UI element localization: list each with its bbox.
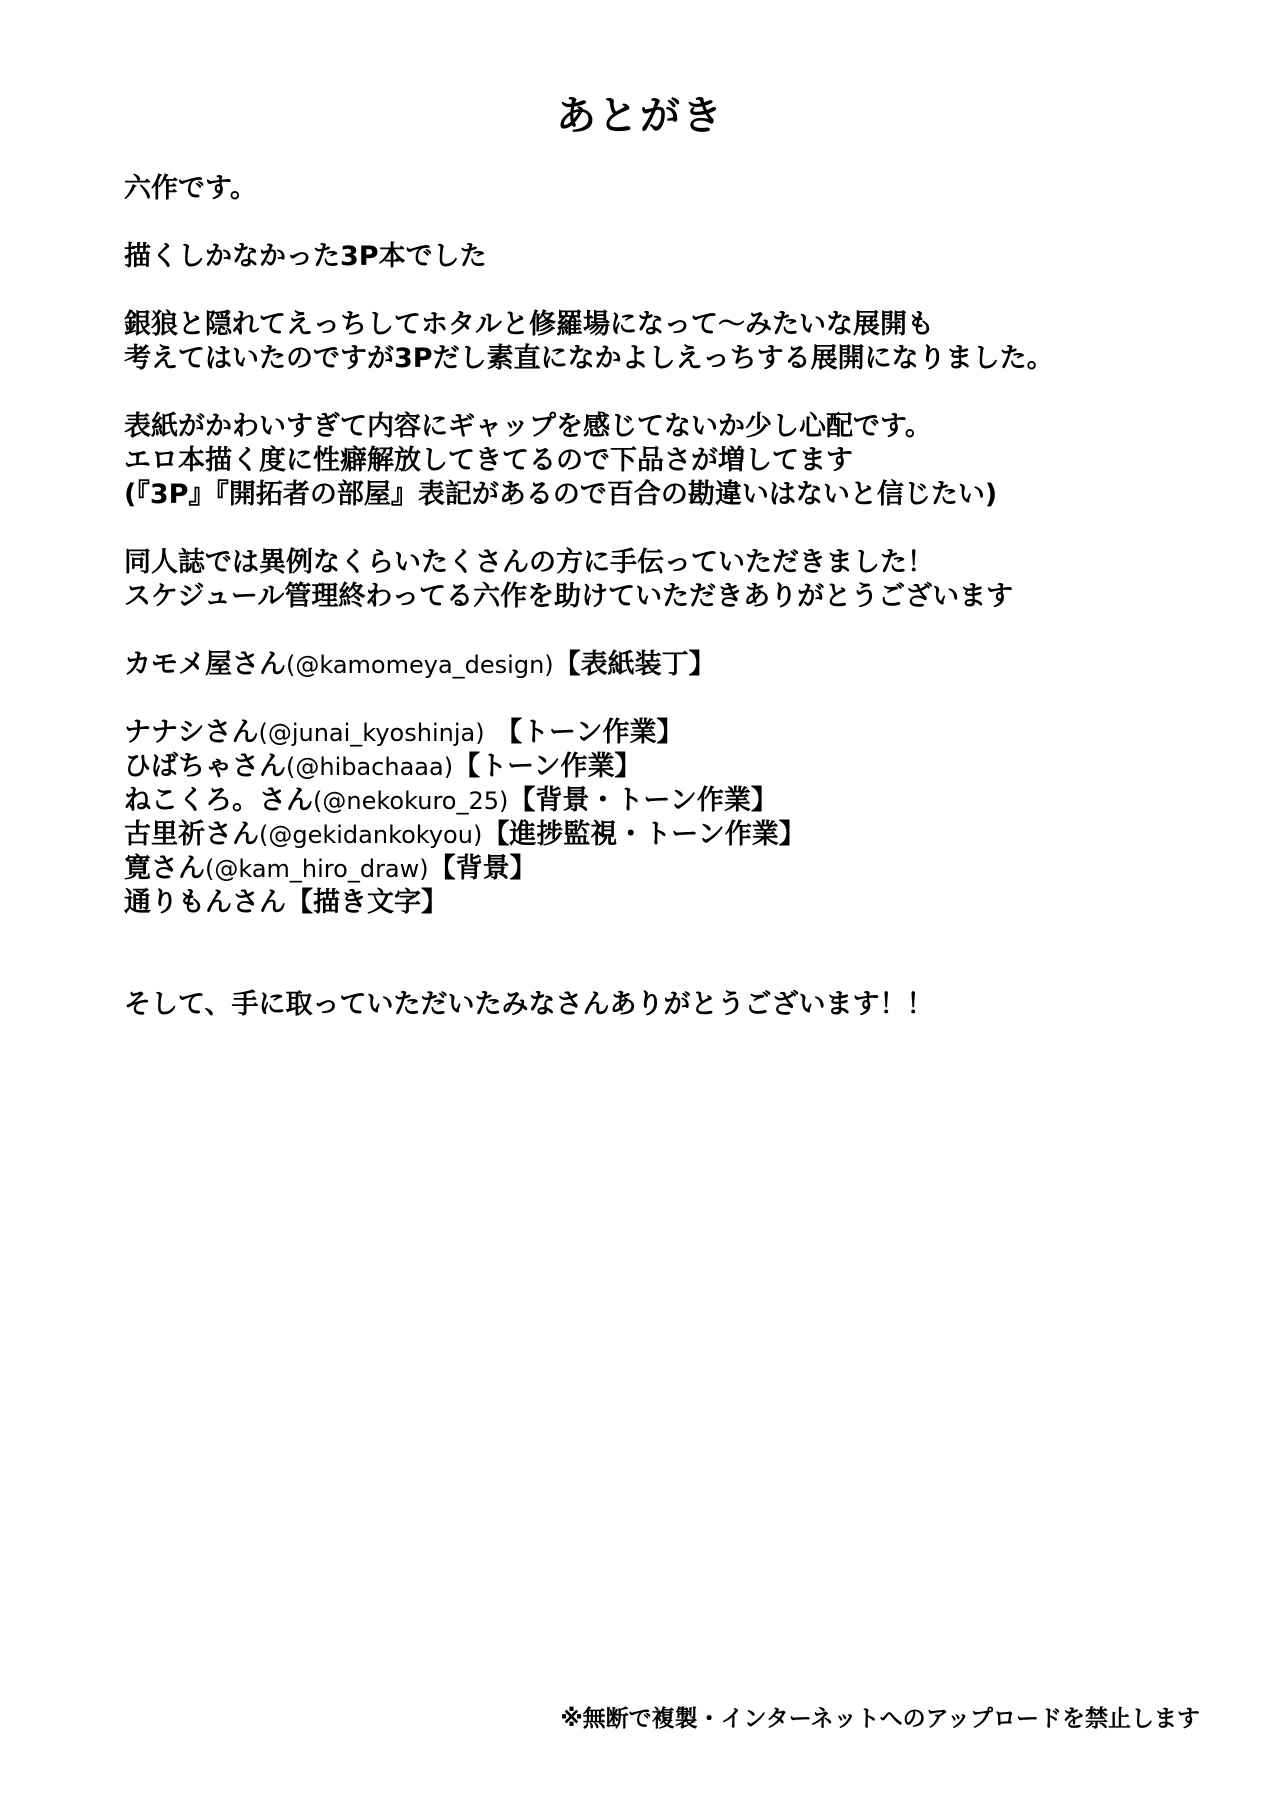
credit-name: 寛さん [124,853,205,884]
afterword-body [124,172,1224,1022]
credit-handle: (@junai_kyoshinja) [258,719,509,747]
credit-line [124,784,1224,818]
paragraph-line: スケジュール管理終わってる六作を助けていただきありがとうございます [124,581,1014,612]
credit-handle: (@gekidankokyou) [259,821,483,849]
credit-handle: (@kamomeya_design) [286,651,554,679]
credit-name: 古里祈さん [124,819,259,850]
credit-handle: (@kam_hiro_draw) [205,855,429,883]
credit-name: ねこくろ。さん [124,785,313,816]
credit-name: ナナシさん [124,717,259,748]
paragraph-line: (『3P』『開拓者の部屋』表記があるので百合の勘違いはないと信じたい) [124,479,998,510]
credit-role: 【トーン作業】 [453,751,642,782]
credit-role: 【背景・トーン作業】 [508,785,778,816]
paragraph-line: 六作です。 [124,173,257,204]
paragraph-line: 表紙がかわいすぎて内容にギャップを感じてないか少し心配です。 [124,411,932,442]
credit-handle: (@nekokuro_25) [313,787,509,815]
credit-role: 【背景】 [428,853,537,884]
credit-name: カモメ屋さん [124,649,286,680]
credit-line [124,750,1224,784]
credit-role: 【描き文字】 [286,887,448,918]
credit-line [124,648,1224,682]
credit-line [124,818,1224,852]
credit-line [124,716,1224,750]
credit-line [124,886,1224,920]
credit-name: ひばちゃさん [124,751,286,782]
credit-line [124,852,1224,886]
paragraph-line: 銀狼と隠れてえっちしてホタルと修羅場になって～みたいな展開も [124,309,934,340]
paragraph-line: 描くしかなかった3P本でした [124,241,487,272]
credit-role: 【表紙装丁】 [553,649,716,680]
credit-handle: (@hibachaaa) [286,753,454,781]
closing-line: そして、手に取っていただいたみなさんありがとうございます！！ [124,989,934,1020]
paragraph-line: 同人誌では異例なくらいたくさんの方に手伝っていただきました！ [124,547,934,578]
paragraph-line: エロ本描く度に性癖解放してきてるので下品さが増してます [124,445,853,476]
paragraph-line: 考えてはいたのですが3Pだし素直になかよしえっちする展開になりました。 [124,343,1054,374]
credit-name: 通りもんさん [124,887,286,918]
credit-role: 【進捗監視・トーン作業】 [482,819,806,850]
credit-role: 【トーン作業】 [508,717,684,748]
copyright-notice: ※無断で複製・インターネットへのアップロードを禁止します [560,1706,1200,1732]
page-title: あとがき [556,92,724,139]
